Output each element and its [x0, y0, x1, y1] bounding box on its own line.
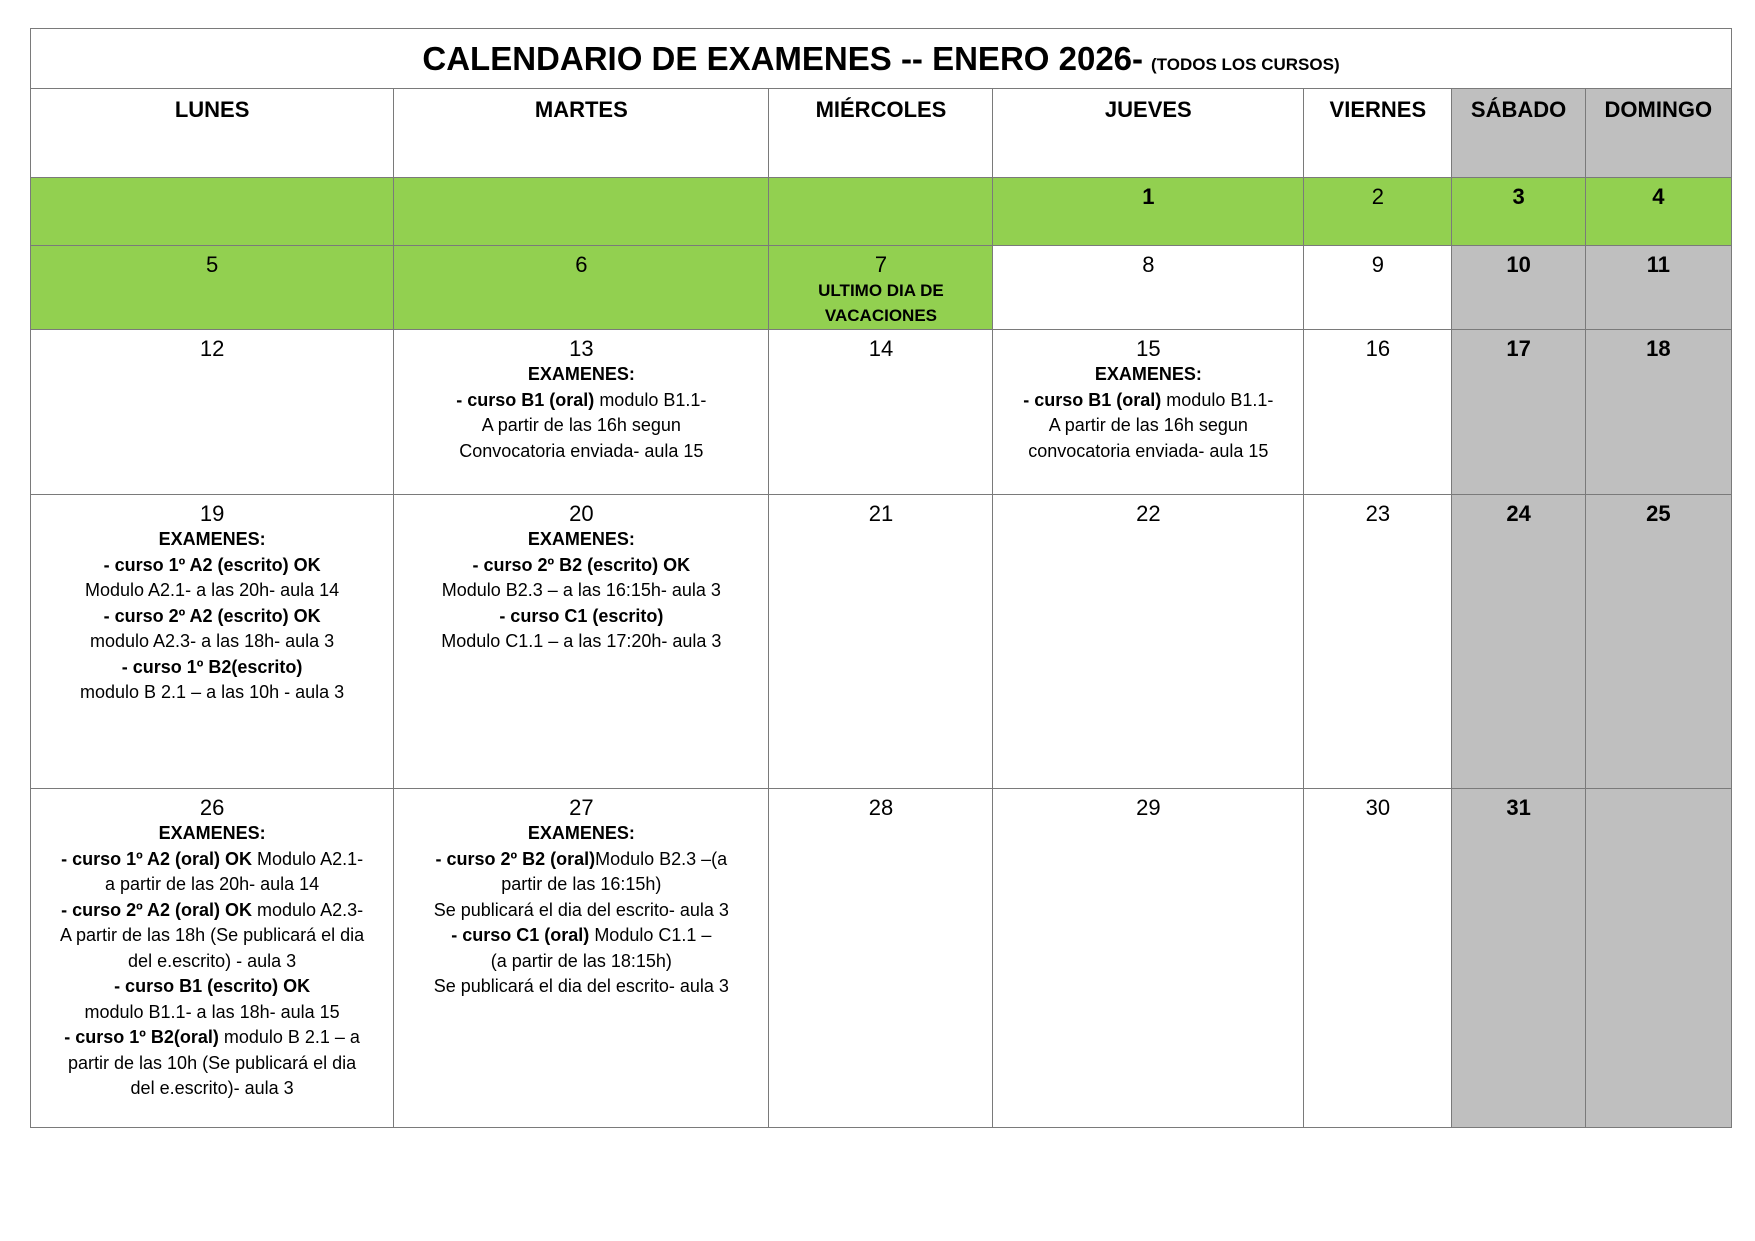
exam-course-label: EXAMENES: — [527, 529, 635, 549]
day-number: 12 — [199, 336, 225, 361]
exam-course-label: - curso 2º B2 (escrito) OK — [472, 554, 691, 575]
day-number: 6 — [575, 252, 588, 277]
exam-course-label: - curso 1º B2(escrito) — [121, 656, 303, 677]
exam-note-line — [35, 898, 389, 924]
day-number: 4 — [1652, 184, 1665, 209]
exam-note-line — [35, 923, 389, 949]
exam-notes — [398, 821, 764, 1000]
day-number: 30 — [1365, 795, 1391, 820]
day-number: 10 — [1506, 252, 1531, 277]
exam-detail-text: A partir de las 16h segun — [481, 415, 681, 435]
day-number: 8 — [1142, 252, 1155, 277]
exam-note-line — [398, 578, 764, 604]
exam-note-line — [398, 923, 764, 949]
exam-detail-text: del e.escrito) - aula 3 — [128, 950, 297, 971]
day-cell — [31, 789, 394, 1128]
exam-note-line — [398, 872, 764, 898]
day-number — [1590, 789, 1727, 795]
exam-detail-text: Modulo C1.1 – — [589, 925, 712, 945]
day-cell — [993, 330, 1304, 495]
day-cell — [31, 330, 394, 495]
day-number: 19 — [199, 501, 225, 526]
day-cell — [1304, 246, 1452, 330]
day-cell — [1304, 178, 1452, 246]
day-cell — [1585, 789, 1731, 1128]
day-number: 22 — [1136, 501, 1161, 526]
exam-course-label: - curso C1 (escrito) — [499, 605, 664, 626]
day-cell — [1585, 330, 1731, 495]
exam-note-line — [35, 655, 389, 681]
exam-note-line — [398, 604, 764, 630]
exam-detail-text: Modulo A2.1- a las 20h- aula 14 — [85, 580, 340, 600]
exam-detail-text: modulo A2.3- — [252, 899, 364, 920]
title-subtitle: (TODOS LOS CURSOS) — [1151, 54, 1340, 74]
calendar-title — [31, 29, 1732, 89]
exam-detail-text: partir de las 10h (Se publicará el dia — [68, 1052, 357, 1073]
exam-detail-text: modulo B1.1- a las 18h- aula 15 — [84, 1001, 340, 1022]
week-row — [31, 495, 1732, 789]
day-number: 18 — [1646, 336, 1671, 361]
exam-detail-text: modulo B 2.1 – a — [218, 1027, 360, 1047]
weekday-header-viernes: VIERNES — [1304, 89, 1452, 178]
weekday-header-jueves: JUEVES — [993, 89, 1304, 178]
day-cell — [1452, 330, 1585, 495]
day-cell — [394, 789, 769, 1128]
day-number: 28 — [868, 795, 894, 820]
day-number: 1 — [1142, 184, 1155, 209]
day-number: 3 — [1512, 184, 1525, 209]
title-main: CALENDARIO DE EXAMENES -- ENERO 2026- — [422, 39, 1144, 77]
exam-note-line — [398, 413, 764, 439]
exam-course-label: - curso 2º A2 (oral) OK — [61, 899, 253, 920]
holiday-note: ULTIMO DIA DE VACACIONES — [818, 281, 944, 325]
exam-detail-text: modulo A2.3- a las 18h- aula 3 — [90, 631, 335, 651]
exam-detail-text: partir de las 16:15h) — [501, 874, 662, 894]
exam-note-line — [997, 413, 1299, 439]
exam-calendar — [30, 28, 1732, 1128]
day-cell — [1452, 495, 1585, 789]
day-cell — [394, 495, 769, 789]
week-row — [31, 178, 1732, 246]
exam-note-line — [398, 439, 764, 465]
exam-detail-text: Modulo B2.3 – a las 16:15h- aula 3 — [441, 580, 721, 600]
day-cell — [394, 246, 769, 330]
exam-note-line — [35, 872, 389, 898]
exam-detail-text: Se publicará el dia del escrito- aula 3 — [433, 976, 729, 996]
day-number: 14 — [868, 336, 894, 361]
day-number: 20 — [569, 501, 594, 526]
exam-detail-text: A partir de las 16h segun — [1048, 415, 1248, 435]
exam-note-line — [35, 527, 389, 553]
week-row — [31, 789, 1732, 1128]
exam-detail-text: A partir de las 18h (Se publicará el dia — [60, 925, 365, 945]
exam-note-line — [35, 1076, 389, 1102]
exam-note-line — [35, 578, 389, 604]
exam-course-label: - curso 2º A2 (escrito) OK — [103, 605, 321, 626]
day-number: 13 — [569, 336, 594, 361]
exam-course-label: - curso 1º A2 (escrito) OK — [103, 554, 321, 575]
day-number: 7 — [874, 252, 888, 277]
exam-note-line — [35, 1025, 389, 1051]
exam-note-line — [35, 847, 389, 873]
exam-detail-text: modulo B1.1- — [1161, 389, 1274, 410]
day-cell — [993, 495, 1304, 789]
day-cell — [1304, 789, 1452, 1128]
day-cell — [769, 178, 993, 246]
exam-note-line — [398, 974, 764, 1000]
exam-note-line — [398, 898, 764, 924]
day-cell — [769, 789, 993, 1128]
day-cell — [1452, 789, 1585, 1128]
exam-note-line — [398, 362, 764, 388]
exam-notes — [398, 527, 764, 655]
day-number — [398, 178, 764, 184]
day-cell — [31, 246, 394, 330]
exam-detail-text: del e.escrito)- aula 3 — [130, 1078, 294, 1098]
exam-notes — [997, 362, 1299, 464]
day-number — [35, 178, 389, 184]
exam-note-line — [398, 847, 764, 873]
exam-detail-text: Se publicará el dia del escrito- aula 3 — [433, 899, 729, 920]
exam-note-line — [398, 527, 764, 553]
day-number: 17 — [1506, 336, 1531, 361]
exam-detail-text: modulo B 2.1 – a las 10h - aula 3 — [80, 682, 345, 702]
day-number: 21 — [868, 501, 894, 526]
exam-note-line — [997, 362, 1299, 388]
exam-course-label: - curso 2º B2 (oral) — [435, 848, 596, 869]
day-number: 16 — [1365, 336, 1391, 361]
exam-course-label: - curso B1 (oral) — [1023, 389, 1162, 410]
day-number: 11 — [1646, 252, 1670, 277]
exam-course-label: - curso B1 (oral) — [456, 389, 595, 410]
exam-detail-text: convocatoria enviada- aula 15 — [1028, 440, 1269, 461]
exam-detail-text: (a partir de las 18:15h) — [490, 950, 672, 971]
day-number: 23 — [1365, 501, 1391, 526]
weekday-header-sabado: SÁBADO — [1452, 89, 1585, 178]
exam-course-label: - curso 1º A2 (oral) OK — [61, 848, 253, 869]
exam-detail-text: a partir de las 20h- aula 14 — [105, 874, 320, 894]
day-cell — [769, 246, 993, 330]
weekday-header-miercoles: MIÉRCOLES — [769, 89, 993, 178]
exam-course-label: - curso 1º B2(oral) — [64, 1027, 219, 1047]
exam-detail-text: Convocatoria enviada- aula 15 — [459, 440, 704, 461]
exam-course-label: EXAMENES: — [527, 364, 635, 384]
day-cell — [1304, 330, 1452, 495]
day-number: 31 — [1506, 795, 1531, 820]
day-number: 24 — [1506, 501, 1531, 526]
day-cell — [31, 495, 394, 789]
week-row — [31, 246, 1732, 330]
exam-detail-text: Modulo A2.1- — [252, 848, 364, 869]
exam-note-line — [35, 1000, 389, 1026]
weekday-header-row — [31, 89, 1732, 178]
exam-course-label: EXAMENES: — [1094, 364, 1202, 384]
exam-note-line — [997, 439, 1299, 465]
day-number: 26 — [199, 795, 225, 820]
day-cell — [394, 178, 769, 246]
day-cell — [993, 178, 1304, 246]
day-cell — [1585, 178, 1731, 246]
exam-course-label: EXAMENES: — [527, 823, 635, 843]
exam-course-label: - curso C1 (oral) — [451, 925, 590, 945]
exam-note-line — [398, 388, 764, 414]
exam-note-line — [398, 949, 764, 975]
weekday-header-domingo: DOMINGO — [1585, 89, 1731, 178]
exam-note-line — [997, 388, 1299, 414]
day-number: 15 — [1136, 336, 1161, 361]
day-cell — [394, 330, 769, 495]
exam-notes — [35, 527, 389, 706]
exam-note-line — [35, 604, 389, 630]
day-cell — [1304, 495, 1452, 789]
day-number: 9 — [1371, 252, 1384, 277]
day-number: 25 — [1646, 501, 1671, 526]
day-cell — [769, 330, 993, 495]
day-cell — [1452, 178, 1585, 246]
week-row — [31, 330, 1732, 495]
day-number — [773, 178, 988, 184]
exam-note-line — [35, 680, 389, 706]
day-cell — [993, 789, 1304, 1128]
exam-note-line — [35, 1051, 389, 1077]
exam-note-line — [35, 949, 389, 975]
exam-course-label: EXAMENES: — [158, 823, 266, 843]
day-cell — [993, 246, 1304, 330]
day-cell — [31, 178, 394, 246]
day-cell — [769, 495, 993, 789]
exam-note-line — [35, 821, 389, 847]
day-number: 2 — [1371, 184, 1384, 209]
exam-note-line — [398, 821, 764, 847]
exam-notes — [398, 362, 764, 464]
exam-note-line — [35, 974, 389, 1000]
exam-detail-text: Modulo C1.1 – a las 17:20h- aula 3 — [441, 631, 722, 651]
exam-course-label: EXAMENES: — [158, 529, 266, 549]
weekday-header-martes: MARTES — [394, 89, 769, 178]
day-number: 5 — [205, 252, 219, 277]
exam-detail-text: Modulo B2.3 –(a — [595, 848, 728, 869]
exam-notes — [35, 821, 389, 1102]
day-cell — [1452, 246, 1585, 330]
exam-note-line — [398, 553, 764, 579]
day-cell — [1585, 495, 1731, 789]
exam-note-line — [35, 629, 389, 655]
day-cell — [1585, 246, 1731, 330]
exam-detail-text: modulo B1.1- — [594, 389, 707, 410]
day-number: 29 — [1136, 795, 1161, 820]
exam-note-line — [398, 629, 764, 655]
day-number: 27 — [569, 795, 594, 820]
weekday-header-lunes: LUNES — [31, 89, 394, 178]
exam-course-label: - curso B1 (escrito) OK — [114, 976, 311, 996]
exam-note-line — [35, 553, 389, 579]
